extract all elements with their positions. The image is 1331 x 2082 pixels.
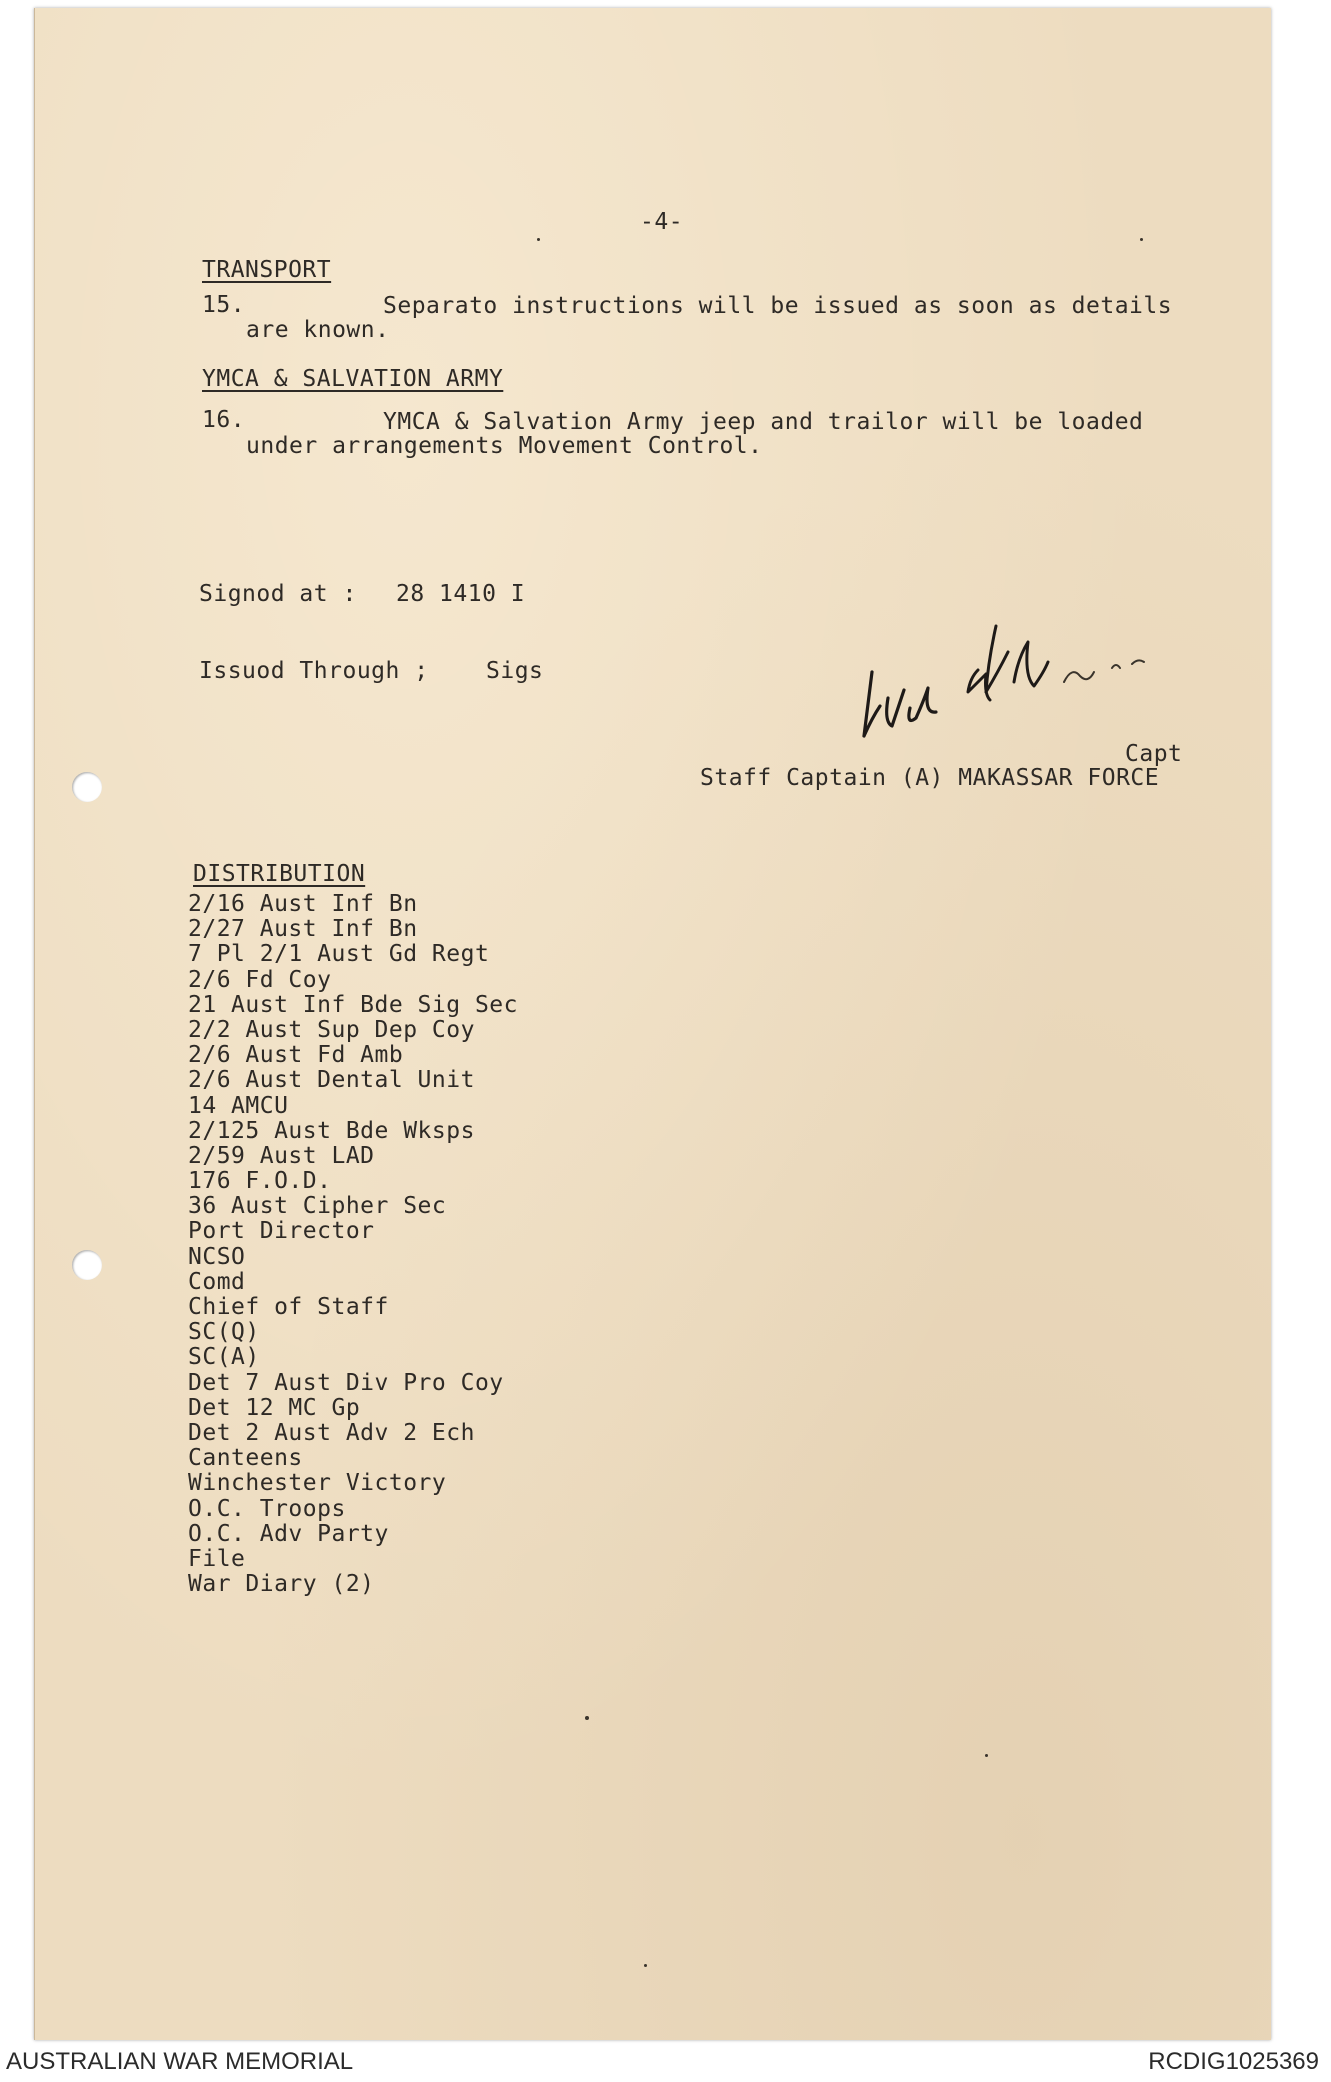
paper-speck bbox=[585, 1716, 589, 1720]
ymca-heading: YMCA & SALVATION ARMY bbox=[202, 366, 504, 392]
distribution-item: SC(Q) bbox=[188, 1319, 260, 1346]
distribution-item: SC(A) bbox=[188, 1344, 260, 1371]
distribution-item: 2/6 Aust Dental Unit bbox=[188, 1067, 475, 1094]
distribution-item: Det 2 Aust Adv 2 Ech bbox=[188, 1419, 475, 1446]
distribution-item: 14 AMCU bbox=[188, 1092, 289, 1119]
distribution-item: 2/27 Aust Inf Bn bbox=[188, 916, 418, 943]
distribution-heading: DISTRIBUTION bbox=[193, 861, 366, 887]
footer-institution: AUSTRALIAN WAR MEMORIAL bbox=[6, 2048, 354, 2075]
paragraph-16-number: 16. bbox=[202, 407, 246, 433]
issued-through-value: Sigs bbox=[486, 658, 544, 684]
distribution-item: 36 Aust Cipher Sec bbox=[188, 1193, 447, 1220]
distribution-item: O.C. Troops bbox=[188, 1495, 346, 1522]
punch-hole-upper bbox=[72, 772, 102, 802]
distribution-item: 7 Pl 2/1 Aust Gd Regt bbox=[188, 941, 490, 968]
paragraph-15-line1: Separato instructions will be issued as soon as details bbox=[383, 293, 1173, 319]
distribution-item: 176 F.O.D. bbox=[188, 1168, 332, 1195]
signed-at-value: 28 1410 I bbox=[396, 581, 526, 607]
distribution-item: O.C. Adv Party bbox=[188, 1520, 389, 1547]
paper-speck bbox=[644, 1964, 647, 1967]
distribution-item: Port Director bbox=[188, 1218, 375, 1245]
paragraph-15-number: 15. bbox=[202, 292, 246, 318]
distribution-item: Chief of Staff bbox=[188, 1294, 389, 1320]
page-number: -4- bbox=[640, 209, 684, 235]
distribution-item: File bbox=[188, 1545, 246, 1572]
distribution-item: War Diary (2) bbox=[188, 1571, 375, 1598]
punch-hole-lower bbox=[72, 1250, 102, 1280]
rank-capt: Capt bbox=[1125, 741, 1183, 767]
distribution-item: Canteens bbox=[188, 1445, 303, 1472]
signatory-title: Staff Captain (A) MAKASSAR FORCE bbox=[700, 765, 1160, 791]
distribution-item: 2/6 Fd Coy bbox=[188, 966, 332, 993]
distribution-item: 21 Aust Inf Bde Sig Sec bbox=[188, 991, 518, 1018]
footer-catalog-id: RCDIG1025369 bbox=[1148, 2048, 1319, 2075]
handwritten-signature bbox=[858, 622, 1218, 742]
distribution-item: 2/6 Aust Fd Amb bbox=[188, 1042, 404, 1069]
distribution-item: 2/2 Aust Sup Dep Coy bbox=[188, 1016, 475, 1043]
issued-through-label: Issuod Through ; bbox=[199, 658, 429, 684]
transport-heading: TRANSPORT bbox=[202, 257, 332, 283]
distribution-item: 2/59 Aust LAD bbox=[188, 1142, 375, 1169]
distribution-item: Comd bbox=[188, 1268, 246, 1295]
distribution-item: 2/16 Aust Inf Bn bbox=[188, 891, 418, 917]
distribution-item: Det 12 MC Gp bbox=[188, 1394, 361, 1421]
paper-speck bbox=[1140, 238, 1143, 241]
distribution-item: NCSO bbox=[188, 1243, 246, 1270]
distribution-list bbox=[188, 892, 518, 1597]
paper-speck bbox=[537, 238, 540, 241]
paragraph-16-line2: under arrangements Movement Control. bbox=[246, 433, 763, 459]
paragraph-16-line1: YMCA & Salvation Army jeep and trailor will be loaded bbox=[383, 409, 1144, 435]
distribution-item: 2/125 Aust Bde Wksps bbox=[188, 1117, 475, 1144]
paper-speck bbox=[985, 1754, 988, 1757]
signed-at-label: Signod at : bbox=[199, 581, 357, 607]
distribution-item: Winchester Victory bbox=[188, 1470, 447, 1497]
distribution-item: Det 7 Aust Div Pro Coy bbox=[188, 1369, 504, 1396]
paragraph-15-line2: are known. bbox=[246, 317, 390, 343]
